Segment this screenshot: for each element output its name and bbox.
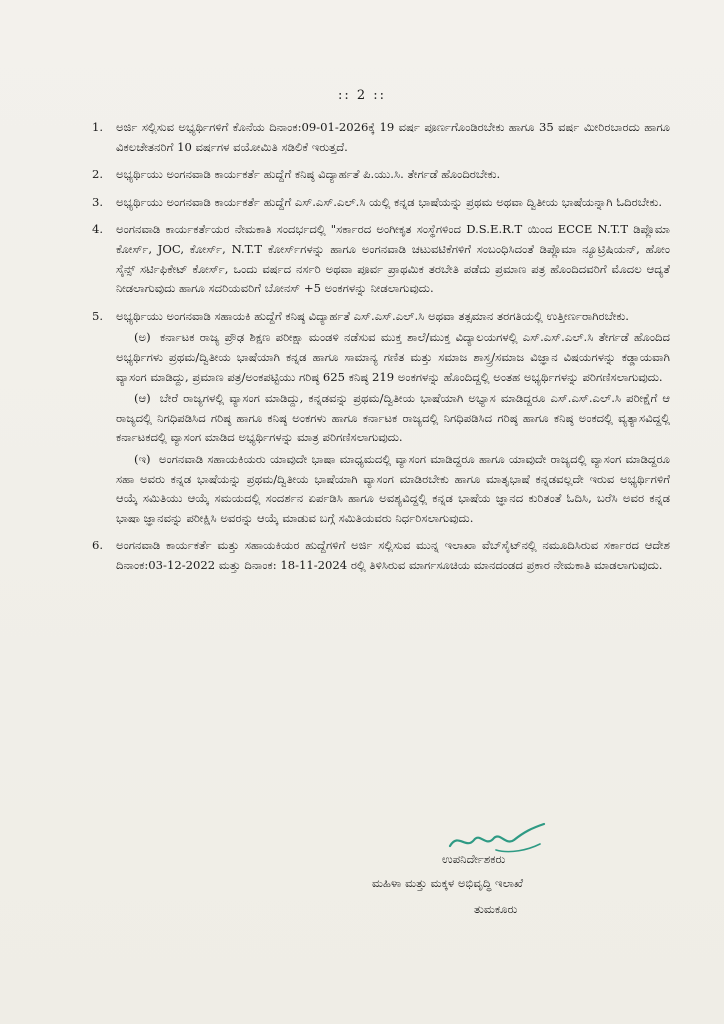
sub-item-text: ಬೇರೆ ರಾಜ್ಯಗಳಲ್ಲಿ ವ್ಯಾಸಂಗ ಮಾಡಿದ್ದು, ಕನ್ನಡವನ್ನು ಪ್ರಥಮ/ದ್ವಿತೀಯ ಭಾಷೆಯಾಗಿ ಅಭ್ಯಾಸ ಮಾಡಿದ್ದರೂ ಎಸ್.ಎಸ್.ಎಲ್.ಸಿ ಪರೀಕ್ಷೆಗೆ ಆ ರಾಜ್ಯದಲ್ಲಿ ನಿಗಧಿಪಡಿಸಿದ ಗರಿಷ್ಠ ಹಾಗೂ ಕನಿಷ್ಠ ಅಂಕಗಳು ಹಾಗೂ ಕರ್ನಾಟಕ ರಾಜ್ಯದಲ್ಲಿ ನಿಗಧಿಪಡಿಸಿದ ಗರಿಷ್ಠ ಹಾಗೂ ಕನಿಷ್ಠ ಅಂಕದಲ್ಲಿ ವ್ಯತ್ಯಾಸವಿದ್ದಲ್ಲಿ ಕರ್ನಾಟಕದಲ್ಲಿ ವ್ಯಾಸಂಗ ಮಾಡಿದ ಅಭ್ಯರ್ಥಿಗಳನ್ನು ಮಾತ್ರ ಪರಿಗಣಿಸಲಾಗುವುದು. — [116, 391, 670, 445]
sub-item-label: (ಇ) — [134, 451, 151, 466]
list-item — [92, 536, 670, 575]
item-number: 3. — [92, 194, 104, 209]
page-number: :: 2 :: — [337, 88, 387, 103]
item-text: ಅರ್ಜಿ ಸಲ್ಲಿಸುವ ಅಭ್ಯರ್ಥಿಗಳಿಗೆ ಕೊನೆಯ ದಿನಾಂಕ:09-01-2026ಕ್ಕೆ 19 ವರ್ಷ ಪೂರ್ಣಗೊಂಡಿರಬೇಕು ಹಾಗೂ 35 ವರ್ಷ ಮೀರಿರಬಾರದು ಹಾಗೂ ವಿಕಲಚೇತನರಿಗೆ 10 ವರ್ಷಗಳ ವಯೋಮಿತಿ ಸಡಿಲಿಕೆ ಇರುತ್ತದೆ. — [116, 120, 670, 154]
item-number: 2. — [92, 167, 104, 182]
list-item — [92, 118, 670, 157]
item-text: ಅಭ್ಯರ್ಥಿಯು ಅಂಗನವಾಡಿ ಸಹಾಯಕಿ ಹುದ್ದೆಗೆ ಕನಿಷ್ಠ ವಿದ್ಯಾರ್ಹತೆ ಎಸ್.ಎಸ್.ಎಲ್.ಸಿ ಅಥವಾ ತತ್ಸಮಾನ ತರಗತಿಯಲ್ಲಿ ಉತ್ತೀರ್ಣರಾಗಿರಬೇಕು. — [116, 308, 629, 323]
signatory-department: ಮಹಿಳಾ ಮತ್ತು ಮಕ್ಕಳ ಅಭಿವೃದ್ಧಿ ಇಲಾಖೆ — [372, 876, 524, 890]
list-item — [92, 220, 670, 298]
item-text: ಅಂಗನವಾಡಿ ಕಾರ್ಯಕರ್ತೆಯರ ನೇಮಕಾತಿ ಸಂದರ್ಭದಲ್ಲಿ "ಸರ್ಕಾರದ ಅಂಗೀಕೃತ ಸಂಸ್ಥೆಗಳಿಂದ D.S.E.R.T ಯಿಂದ ECCE N.T.T ಡಿಪ್ಲೊಮಾ ಕೋರ್ಸ್, JOC, ಕೋರ್ಸ್, N.T.T ಕೋರ್ಸ್‌ಗಳನ್ನು ಹಾಗೂ ಅಂಗನವಾಡಿ ಚಟುವಟಿಕೆಗಳಿಗೆ ಸಂಬಂಧಿಸಿದಂತೆ ಡಿಪ್ಲೊಮಾ ನ್ಯೂಟ್ರಿಷಿಯನ್, ಹೋಂ ಸೈನ್ಸ್ ಸರ್ಟಿಫಿಕೇಟ್ ಕೋರ್ಸ್, ಒಂದು ವರ್ಷದ ನರ್ಸರಿ ಅಥವಾ ಪೂರ್ವ ಪ್ರಾಥಮಿಕ ತರಬೇತಿ ಪಡೆದು ಪ್ರಮಾಣ ಪತ್ರ ಹೊಂದಿದವರಿಗೆ ಮೊದಲ ಆದ್ಯತೆ ನೀಡಲಾಗುವುದು ಹಾಗೂ ಸದರಿಯವರಿಗೆ ಬೋನಸ್ +5 ಅಂಕಗಳನ್ನು ನೀಡಲಾಗುವುದು. — [116, 222, 670, 296]
item-text: ಅಭ್ಯರ್ಥಿಯು ಅಂಗನವಾಡಿ ಕಾರ್ಯಕರ್ತೆ ಹುದ್ದೆಗೆ ಎಸ್.ಎಸ್.ಎಲ್.ಸಿ ಯಲ್ಲಿ ಕನ್ನಡ ಭಾಷೆಯನ್ನು ಪ್ರಥಮ ಅಥವಾ ದ್ವಿತೀಯ ಭಾಷೆಯನ್ನಾಗಿ ಓದಿರಬೇಕು. — [116, 194, 663, 209]
list-item — [92, 165, 670, 185]
sub-item — [116, 328, 670, 387]
item-text: ಅಭ್ಯರ್ಥಿಯು ಅಂಗನವಾಡಿ ಕಾರ್ಯಕರ್ತೆ ಹುದ್ದೆಗೆ ಕನಿಷ್ಠ ವಿದ್ಯಾರ್ಹತೆ ಪಿ.ಯು.ಸಿ. ತೇರ್ಗಡೆ ಹೊಂದಿರಬೇಕು. — [116, 167, 501, 182]
sub-item — [116, 450, 670, 528]
signatory-title: ಉಪನಿರ್ದೇಶಕರು — [442, 852, 506, 866]
item-number: 4. — [92, 222, 104, 237]
sub-item — [116, 389, 670, 448]
signatory-place: ತುಮಕೂರು — [474, 902, 518, 916]
item-number: 5. — [92, 308, 104, 323]
sub-item-label: (ಅ) — [134, 330, 151, 345]
list-item — [92, 193, 670, 213]
sub-item-label: (ಆ) — [134, 391, 151, 406]
item-text: ಅಂಗನವಾಡಿ ಕಾರ್ಯಕರ್ತೆ ಮತ್ತು ಸಹಾಯಕಿಯರ ಹುದ್ದೆಗಳಿಗೆ ಅರ್ಜಿ ಸಲ್ಲಿಸುವ ಮುನ್ನ ಇಲಾಖಾ ವೆಬ್‌ಸೈಟ್‌ನಲ್ಲಿ ನಮೂದಿಸಿರುವ ಸರ್ಕಾರದ ಆದೇಶ ದಿನಾಂಕ:03-12-2022 ಮತ್ತು ದಿನಾಂಕ: 18-11-2024 ರಲ್ಲಿ ತಿಳಿಸಿರುವ ಮಾರ್ಗಸೂಚಿಯ ಮಾನದಂಡದ ಪ್ರಕಾರ ನೇಮಕಾತಿ ಮಾಡಲಾಗುವುದು. — [116, 538, 670, 572]
item-number: 1. — [92, 120, 104, 134]
list-item — [92, 307, 670, 529]
item-number: 6. — [92, 538, 104, 553]
sub-item-text: ಅಂಗನವಾಡಿ ಸಹಾಯಕಿಯರು ಯಾವುದೇ ಭಾಷಾ ಮಾಧ್ಯಮದಲ್ಲಿ ವ್ಯಾಸಂಗ ಮಾಡಿದ್ದರೂ ಹಾಗೂ ಯಾವುದೇ ರಾಜ್ಯದಲ್ಲಿ ವ್ಯಾಸಂಗ ಮಾಡಿದ್ದರೂ ಸಹಾ ಅವರು ಕನ್ನಡ ಭಾಷೆಯನ್ನು ಪ್ರಥಮ/ದ್ವಿತೀಯ ಭಾಷೆಯಾಗಿ ವ್ಯಾಸಂಗ ಮಾಡಿರಬೇಕು ಹಾಗೂ ಮಾತೃಭಾಷೆ ಕನ್ನಡವಲ್ಲದೇ ಇರುವ ಅಭ್ಯರ್ಥಿಗಳಿಗೆ ಆಯ್ಕೆ ಸಮಿತಿಯು ಆಯ್ಕೆ ಸಮಯದಲ್ಲಿ ಸಂದರ್ಶನ ಏರ್ಪಡಿಸಿ ಹಾಗೂ ಅವಶ್ಯವಿದ್ದಲ್ಲಿ ಕನ್ನಡ ಭಾಷೆಯ ಜ್ಞಾನದ ಕುರಿತಂತೆ ಓದಿಸಿ, ಬರೆಸಿ ಅವರ ಕನ್ನಡ ಭಾಷಾ ಜ್ಞಾನವನ್ನು ಪರೀಕ್ಷಿಸಿ ಅವರನ್ನು ಆಯ್ಕೆ ಮಾಡುವ ಬಗ್ಗೆ ಸಮಿತಿಯವರು ನಿರ್ಧರಿಸಲಾಗುವುದು. — [116, 451, 671, 525]
document-body — [92, 118, 670, 583]
sub-item-text: ಕರ್ನಾಟಕ ರಾಜ್ಯ ಪ್ರೌಢ ಶಿಕ್ಷಣ ಪರೀಕ್ಷಾ ಮಂಡಳಿ ನಡೆಸುವ ಮುಕ್ತ ಶಾಲೆ/ಮುಕ್ತ ವಿದ್ಯಾಲಯಗಳಲ್ಲಿ ಎಸ್.ಎಸ್.ಎಲ್.ಸಿ ತೇರ್ಗಡೆ ಹೊಂದಿದ ಅಭ್ಯರ್ಥಿಗಳು ಪ್ರಥಮ/ದ್ವಿತೀಯ ಭಾಷೆಯಾಗಿ ಕನ್ನಡ ಹಾಗೂ ಸಾಮಾನ್ಯ ಗಣಿತ ಮತ್ತು ಸಮಾಜ ಶಾಸ್ತ್ರ/ಸಮಾಜ ವಿಜ್ಞಾನ ವಿಷಯಗಳನ್ನು ಕಡ್ಡಾಯವಾಗಿ ವ್ಯಾಸಂಗ ಮಾಡಿದ್ದು, ಪ್ರಮಾಣ ಪತ್ರ/ಅಂಕಪಟ್ಟಿಯು ಗರಿಷ್ಠ 625 ಕನಿಷ್ಠ 219 ಅಂಕಗಳನ್ನು ಹೊಂದಿದ್ದಲ್ಲಿ ಅಂತಹ ಅಭ್ಯರ್ಥಿಗಳನ್ನು ಪರಿಗಣಿಸಲಾಗುವುದು. — [116, 330, 670, 384]
